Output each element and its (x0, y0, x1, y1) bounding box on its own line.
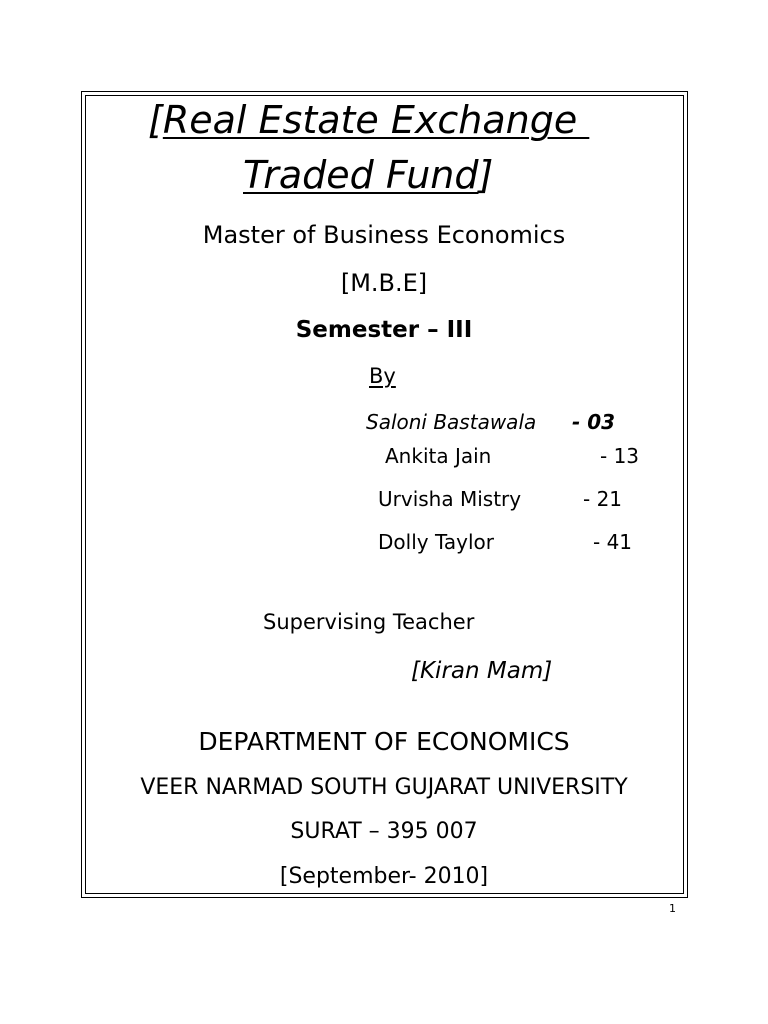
title-text-1: Real Estate Exchange (162, 98, 590, 142)
page-number: 1 (669, 902, 676, 915)
member-roll: - 21 (583, 487, 623, 511)
member-name: Urvisha Mistry (378, 487, 522, 511)
member-name: Saloni Bastawala (366, 410, 537, 434)
supervisor-label: Supervising Teacher (263, 610, 475, 634)
title-open-bracket: [ (148, 98, 163, 142)
title-close-bracket: ] (478, 153, 494, 197)
city-postcode: SURAT – 395 007 (290, 819, 478, 844)
member-name: Ankita Jain (385, 444, 492, 468)
department-name: DEPARTMENT OF ECONOMICS (198, 727, 570, 756)
member-roll: - 03 (572, 410, 616, 434)
supervisor-name: [Kiran Mam] (411, 658, 553, 684)
university-name: VEER NARMAD SOUTH GUJARAT UNIVERSITY (140, 775, 628, 800)
member-name: Dolly Taylor (378, 530, 494, 554)
degree-abbr: [M.B.E] (340, 269, 428, 297)
submission-date: [September- 2010] (279, 864, 489, 889)
member-roll: - 41 (593, 530, 633, 554)
title-line-1 (148, 98, 590, 142)
title-line-2 (243, 153, 494, 197)
member-roll: - 13 (600, 444, 640, 468)
by-label: By (369, 364, 396, 388)
semester: Semester – III (295, 317, 473, 343)
degree-name: Master of Business Economics (202, 221, 566, 249)
title-text-2: Traded Fund (243, 153, 479, 197)
